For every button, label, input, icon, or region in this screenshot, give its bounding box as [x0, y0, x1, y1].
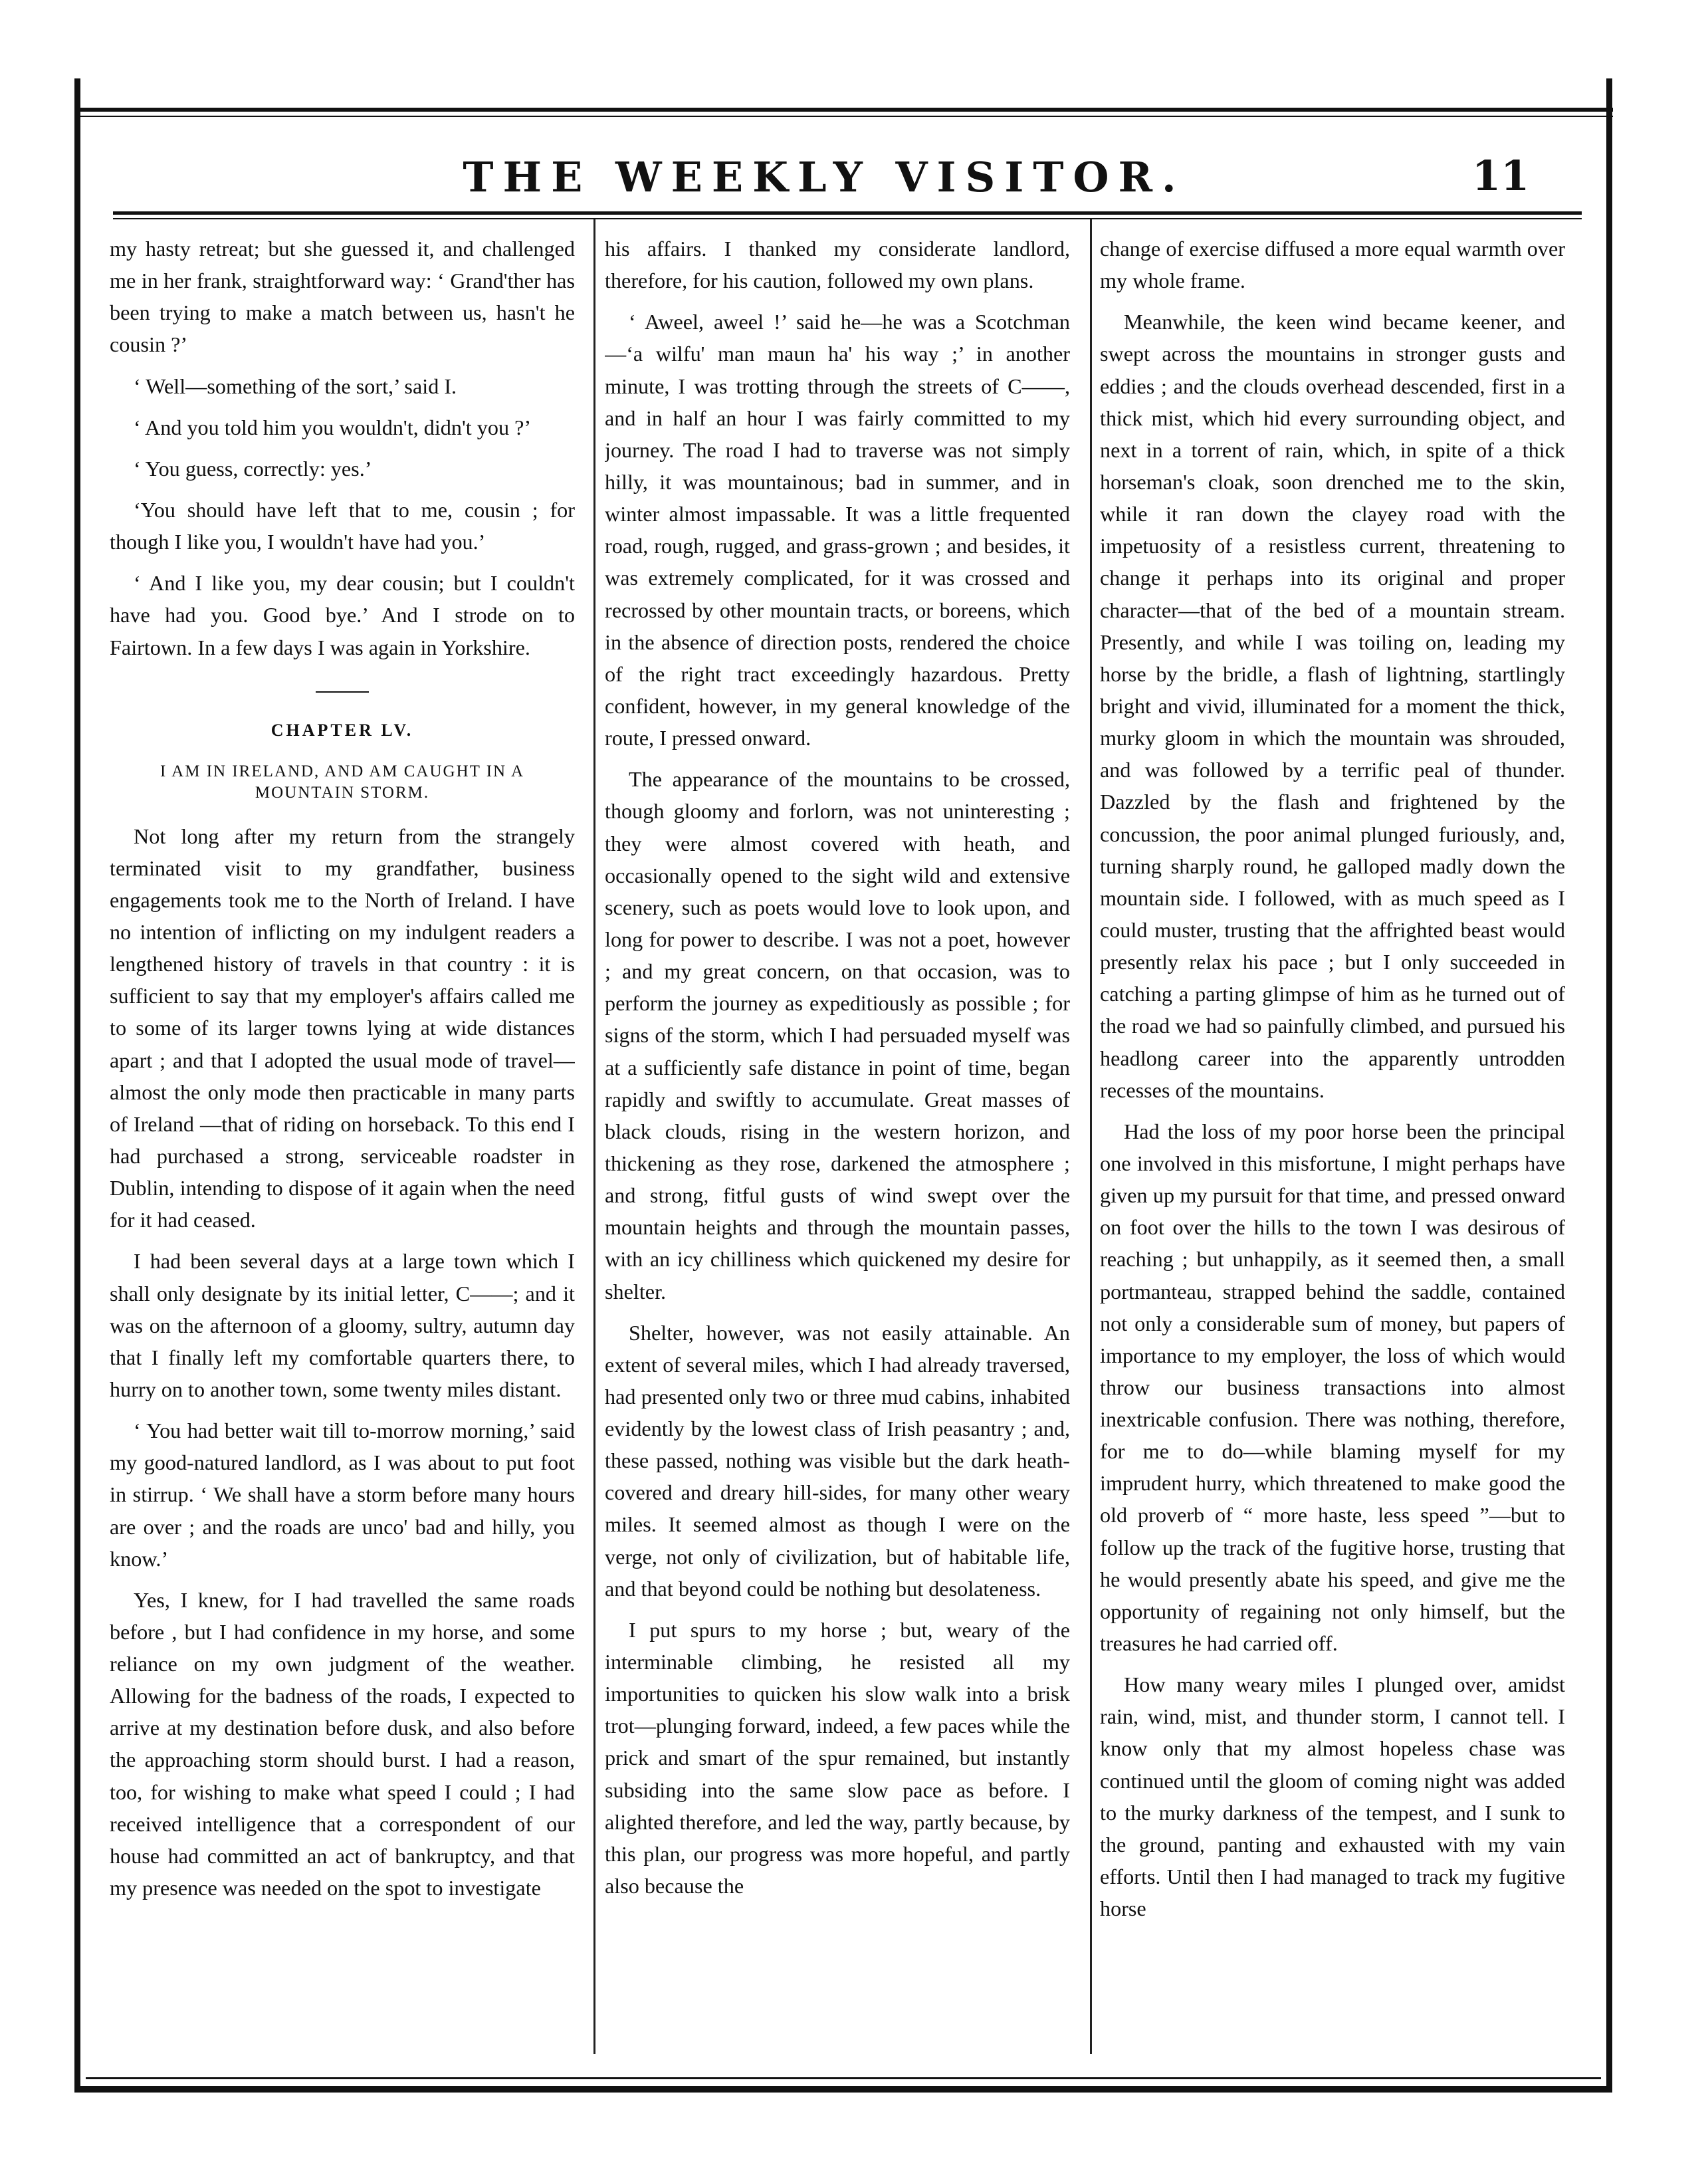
- paragraph: The appearance of the mountains to be crossed, though gloomy and forlorn, was not uninteresting ; they were almost covered with heath, and occasionally opened to the sight wild and extensive scenery, such as poets would love to look upon, and long for power to describe. I was not a poet, however ; and my great concern, on that occasion, was to perform the journey as expeditiously as possible ; for signs of the storm, which I had persuaded myself was at a sufficiently safe distance in point of time, began rapidly and swiftly to accumulate. Great masses of black clouds, rising in the western horizon, and thickening as they rose, darkened the atmosphere ; and strong, fitful gusts of wind swept over the mountain heights and through the mountain passes, with an icy chilliness which quickened my desire for shelter.: [605, 767, 1070, 1304]
- paragraph: Had the loss of my poor horse been the principal one involved in this misfortune, I might perhaps have given up my pursuit for that time, and pressed onward on foot over the hills to the town I was desirous of reaching ; but unhappily, as it seemed then, a small portmanteau, strapped behind the saddle, contained not only a considerable sum of money, but papers of importance to my employer, the loss of which would throw our business transactions into almost inextricable confusion. There was nothing, therefore, for me to do—while blaming myself for my imprudent hurry, which threatened to make good the old proverb of “ more haste, less speed ”—but to follow up the track of the fugitive horse, trusting that he would presently abate his speed, and give me the opportunity of regaining not only himself, but the treasures he had carried off.: [1100, 1119, 1565, 1656]
- header-rule: [113, 211, 1582, 215]
- paragraph: his affairs. I thanked my considerate landlord, therefore, for his caution, followed my own plans.: [605, 237, 1070, 293]
- paragraph: ‘ You guess, correctly: yes.’: [134, 456, 372, 481]
- paragraph: Shelter, however, was not easily attainable. An extent of several miles, which I had already traversed, had presented only two or three mud cabins, inhabited evidently by the lowest class of Irish peasantry ; and, these passed, nothing was visible but the dark heath-covered and dreary hill-sides, for many other weary miles. It seemed almost as though I were on the verge, not only of civilization, but of habitable life, and that beyond could be nothing but desolateness.: [605, 1320, 1070, 1601]
- paragraph: ‘ And I like you, my dear cousin; but I couldn't have had you. Good bye.’ And I strode on to Fairtown. In a few days I was again in Yorkshire.: [110, 571, 575, 659]
- paragraph: Not long after my return from the strangely terminated visit to my grandfather, business engagements took me to the North of Ireland. I have no intention of inflicting on my indulgent readers a lengthened history of travels in that country : it is sufficient to say that my employer's affairs called me to some of its larger towns lying at wide distances apart ; and that I adopted the usual mode of travel—almost the only mode then practicable in many parts of Ireland —that of riding on horseback. To this end I had purchased a strong, serviceable roadster in Dublin, intending to dispose of it again when the need for it had ceased.: [110, 824, 575, 1232]
- paragraph: ‘ You had better wait till to-morrow morning,’ said my good-natured landlord, as I was about to put foot in stirrup. ‘ We shall have a storm before many hours are over ; and the roads are unco' bad and hilly, you know.’: [110, 1419, 575, 1571]
- top-rule-thin: [74, 116, 1613, 117]
- column-divider-1: [593, 219, 595, 2054]
- paragraph: ‘ Well—something of the sort,’ said I.: [134, 374, 457, 398]
- chapter-title: CHAPTER LV.: [270, 720, 414, 740]
- header-rule-thin: [113, 218, 1582, 219]
- paragraph: Meanwhile, the keen wind became keener, and swept across the mountains in stronger gusts and eddies ; and the clouds overhead descended, first in a thick mist, which hid every surrounding object, and next in a torrent of rain, which, in spite of a thick horseman's cloak, soon drenched me to the skin, while it ran down the clayey road with the impetuosity of a resistless current, threatening to change it perhaps into its original and proper character—that of the bed of a mountain stream. Presently, and while I was toiling on, leading my horse by the bridle, a flash of lightning, startlingly bright and vivid, illuminated for a moment the thick, murky gloom in which the mountain was shrouded, and was followed by a terrific peal of thunder. Dazzled by the flash and frightened by the concussion, the poor animal plunged furiously, and, turning sharply round, he galloped madly down the mountain side. I followed, with as much speed as I could muster, trusting that the affrighted beast would presently relax his pace ; but I only succeeded in catching a parting glimpse of him as he turned out of the road we had so painfully climbed, and pursued his headlong career into the apparently untrodden recesses of the mountains.: [1100, 310, 1565, 1102]
- column-3: [1100, 233, 1565, 2054]
- paragraph: ‘ Aweel, aweel !’ said he—he was a Scotchman—‘a wilfu' man maun ha' his way ;’ in another minute, I was trotting through the streets of C——, and in half an hour I was fairly committed to my journey. The road I had to traverse was not simply hilly, it was mountainous; bad in summer, and in winter almost impassable. It was a little frequented road, rough, rugged, and grass-grown ; and besides, it was extremely complicated, for it was crossed and recrossed by other mountain tracts, or boreens, which in the absence of direction posts, rendered the choice of the right tract exceedingly hazardous. Pretty confident, however, in my general knowledge of the route, I pressed onward.: [605, 310, 1070, 750]
- paragraph: my hasty retreat; but she guessed it, and challenged me in her frank, straightforward way: ‘ Grand'ther has been trying to make a match between us, hasn't he cousin ?’: [110, 237, 575, 357]
- paragraph: I put spurs to my horse ; but, weary of the interminable climbing, he resisted all my importunities to quicken his slow walk into a brisk trot—plunging forward, indeed, a few paces while the prick and smart of the spur remained, but instantly subsiding into the same slow pace as before. I alighted therefore, and led the way, partly because, by this plan, our progress was more hopeful, and partly also because the: [605, 1617, 1070, 1898]
- masthead-title: THE WEEKLY VISITOR.: [463, 153, 1186, 201]
- top-rule: [74, 108, 1613, 112]
- paragraph: Yes, I knew, for I had travelled the same roads before , but I had confidence in my horse, and some reliance on my own judgment of the weather. Allowing for the badness of the roads, I expected to arrive at my destination before dusk, and also before the approaching storm should burst. I had a reason, too, for wishing to make what speed I could ; I had received intelligence that a correspondent of our house had committed an act of bankruptcy, and that my presence was needed on the spot to investigate: [110, 1587, 575, 1900]
- paragraph: change of exercise diffused a more equal warmth over my whole frame.: [1100, 237, 1565, 293]
- column-2: [605, 233, 1070, 2054]
- paragraph: ‘ And you told him you wouldn't, didn't you ?’: [134, 415, 532, 439]
- paragraph: ‘You should have left that to me, cousin ; for though I like you, I wouldn't have had you.’: [110, 497, 575, 554]
- chapter-subtitle: I AM IN IRELAND, AND AM CAUGHT IN A MOUNTAIN STORM.: [160, 762, 524, 802]
- column-1: [110, 233, 575, 2054]
- paragraph: How many weary miles I plunged over, amidst rain, wind, mist, and thunder storm, I cannot tell. I know only that my almost hopeless chase was continued until the gloom of coming night was added to the murky darkness of the tempest, and I sunk to the ground, panting and exhausted with my vain efforts. Until then I had managed to track my fugitive horse: [1100, 1672, 1565, 1921]
- paragraph: I had been several days at a large town which I shall only designate by its initial letter, C——; and it was on the afternoon of a gloomy, sultry, autumn day that I finally left my comfortable quarters there, to hurry on to another town, some twenty miles distant.: [110, 1249, 575, 1401]
- column-divider-2: [1090, 219, 1092, 2054]
- section-rule: [316, 691, 369, 693]
- page-number: 11: [1472, 152, 1530, 200]
